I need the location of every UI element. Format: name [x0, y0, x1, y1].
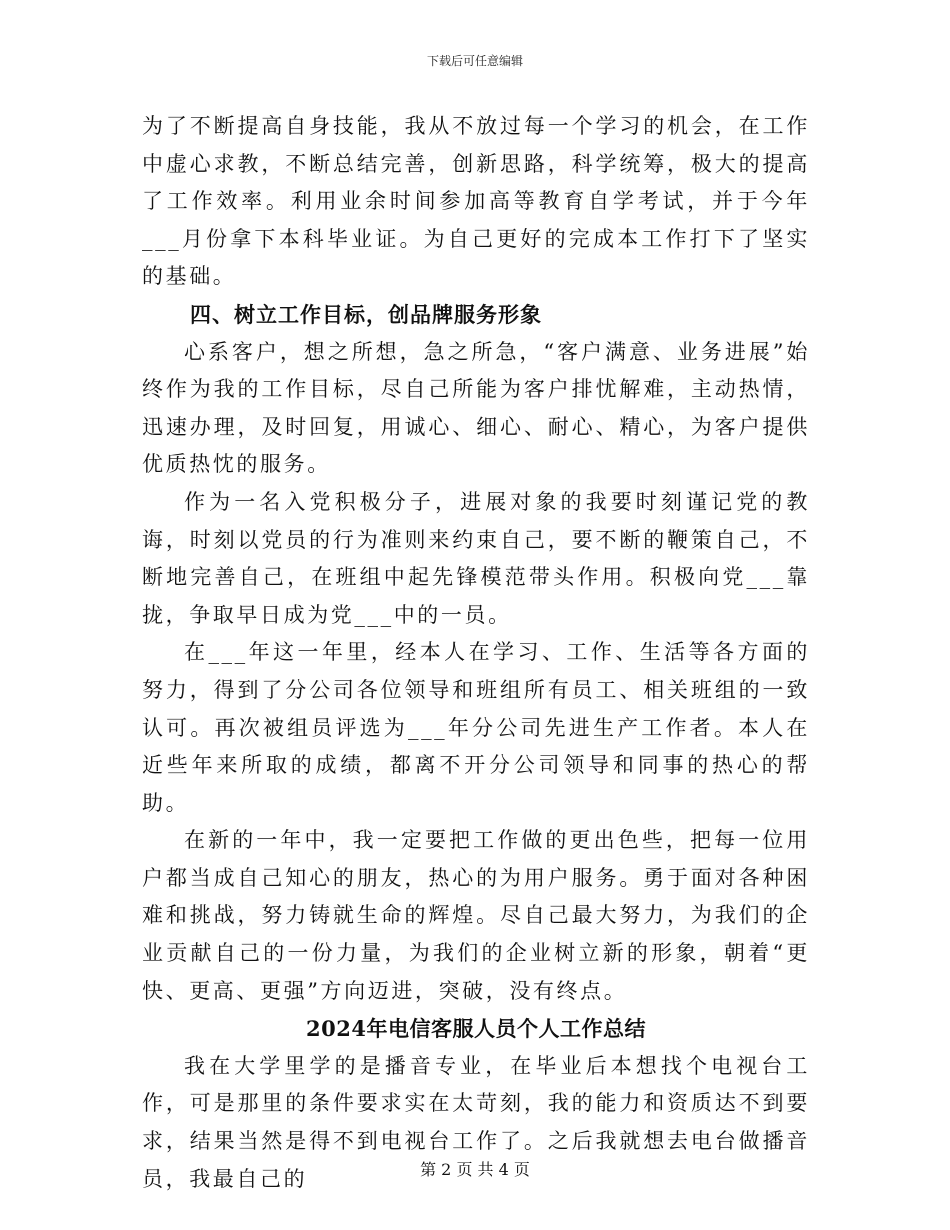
section-heading: 四、树立工作目标，创品牌服务形象	[190, 301, 542, 327]
page-footer: 第 2 页 共 4 页	[420, 1160, 530, 1179]
paragraph-party-member: 作为一名入党积极分子，进展对象的我要时刻谨记党的教诲，时刻以党员的行为准则来约束自己，要不断的鞭策自己，不断地完善自己，在班组中起先锋模范带头作用。积极向党___靠拢，争取早日成为党___中的一员。	[142, 489, 810, 627]
paragraph-skills: 为了不断提高自身技能，我从不放过每一个学习的机会，在工作中虚心求教，不断总结完善，创新思路，科学统筹，极大的提高了工作效率。利用业余时间参加高等教育自学考试，并于今年___月份拿下本科毕业证。为自己更好的完成本工作打下了坚实的基础。	[142, 114, 810, 289]
page-header: 下载后可任意编辑	[426, 54, 523, 68]
paragraph-customer-service: 心系客户，想之所想，急之所急，“客户满意、业务进展”始终作为我的工作目标，尽自己所能为客户排忧解难，主动热情，迅速办理，及时回复，用诚心、细心、耐心、精心，为客户提供优质热忱的服务。	[142, 339, 810, 477]
paragraph-new-year: 在新的一年中，我一定要把工作做的更出色些，把每一位用户都当成自己知心的朋友，热心的为用户服务。勇于面对各种困难和挑战，努力铸就生命的辉煌。尽自己最大努力，为我们的企业贡献自己的一份力量，为我们的企业树立新的形象，朝着“更快、更高、更强”方向迈进，突破，没有终点。	[142, 828, 810, 1003]
paragraph-annual-review: 在___年这一年里，经本人在学习、工作、生活等各方面的努力，得到了分公司各位领导和班组所有员工、相关班组的一致认可。再次被组员评选为___年分公司先进生产工作者。本人在近些年来所取的成绩，都离不开分公司领导和同事的热心的帮助。	[142, 640, 810, 815]
document-body	[142, 108, 810, 1198]
paragraph-university: 我在大学里学的是播音专业，在毕业后本想找个电视台工作，可是那里的条件要求实在太苛刻，我的能力和资质达不到要求，结果当然是得不到电视台工作了。之后我就想去电台做播音员，我最自己的	[142, 1053, 810, 1191]
document-title: 2024年电信客服人员个人工作总结	[306, 1016, 646, 1042]
